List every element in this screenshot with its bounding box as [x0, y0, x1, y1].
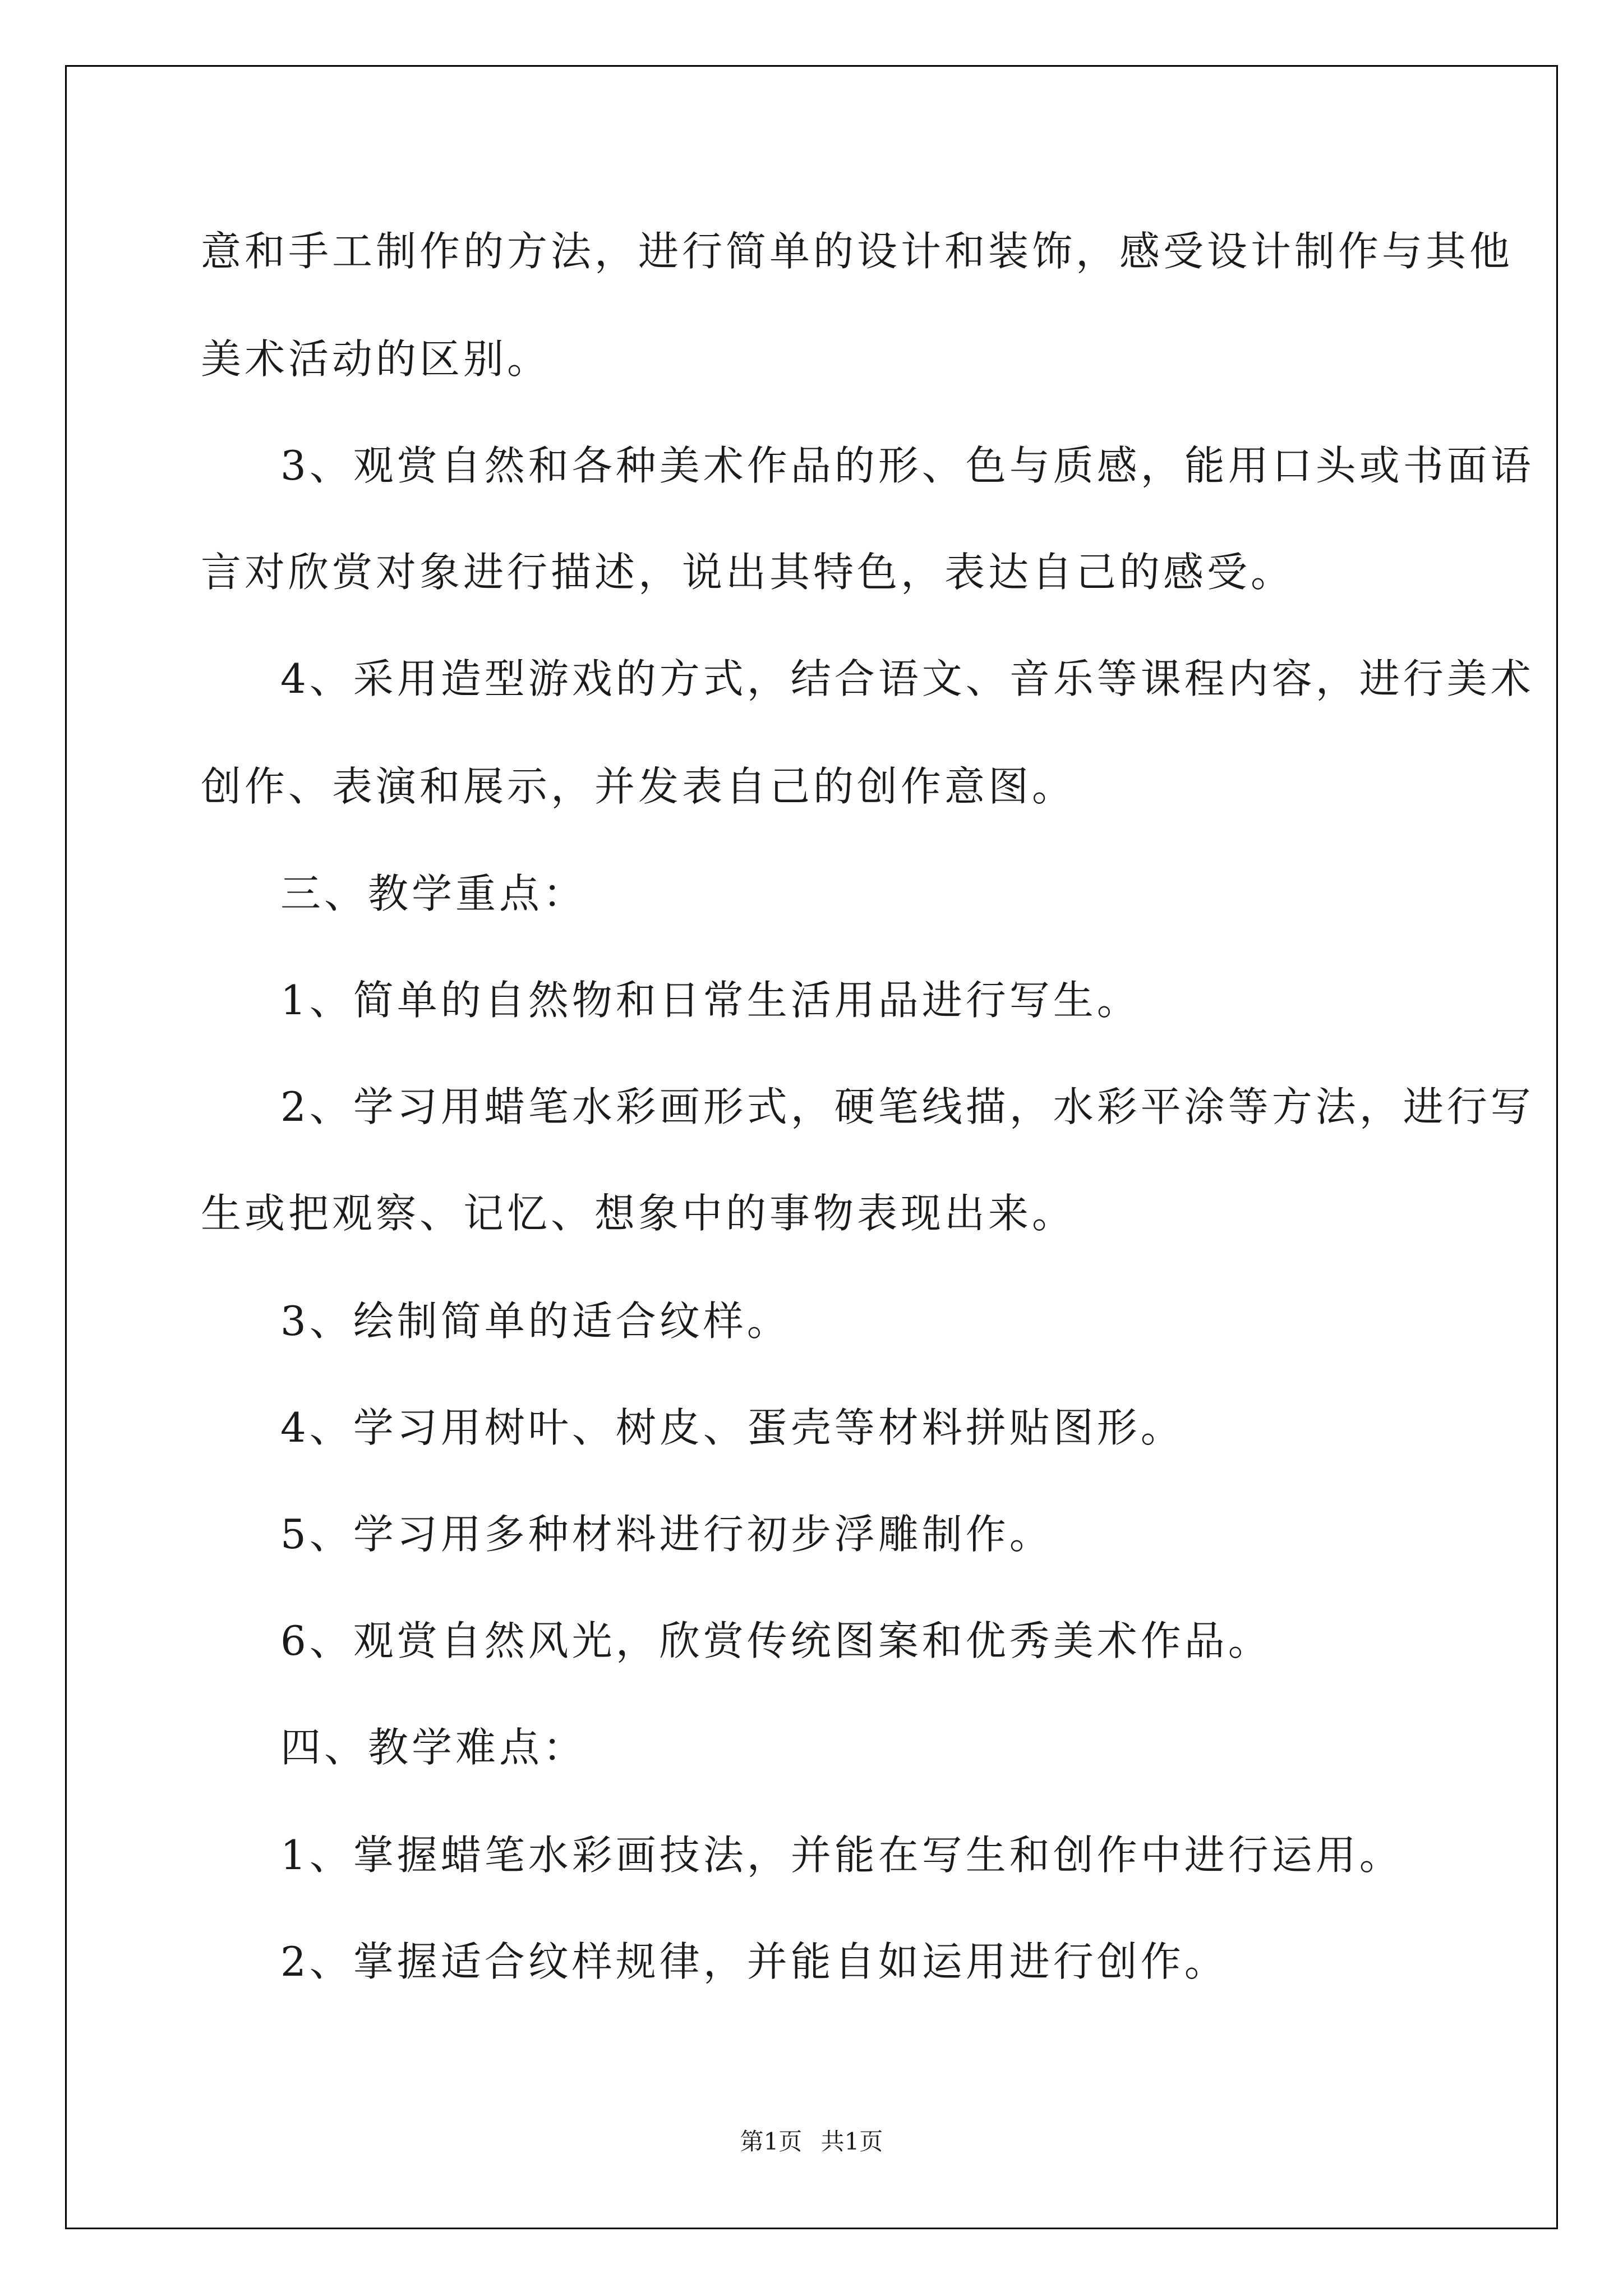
section-heading: 三、教学重点： [280, 870, 587, 917]
text-line: 2、学习用蜡笔水彩画形式，硬笔线描，水彩平涂等方法，进行写 [280, 1083, 1534, 1130]
text-line: 3、绘制简单的适合纹样。 [280, 1297, 791, 1345]
text-line: 4、学习用树叶、树皮、蛋壳等材料拼贴图形。 [280, 1404, 1184, 1451]
text-line: 2、掌握适合纹样规律，并能自如运用进行创作。 [280, 1938, 1228, 1985]
section-heading: 四、教学难点： [280, 1724, 587, 1771]
page-border [65, 65, 1558, 2229]
text-line: 1、简单的自然物和日常生活用品进行写生。 [280, 977, 1141, 1024]
text-line: 意和手工制作的方法，进行简单的设计和装饰，感受设计制作与其他 [201, 228, 1514, 275]
text-line: 6、观赏自然风光，欣赏传统图案和优秀美术作品。 [280, 1617, 1272, 1664]
text-line: 4、采用造型游戏的方式，结合语文、音乐等课程内容，进行美术 [280, 655, 1534, 702]
page-number-current: 第1页 [740, 2128, 803, 2155]
text-line: 创作、表演和展示，并发表自己的创作意图。 [201, 763, 1076, 810]
text-line: 生或把观察、记忆、想象中的事物表现出来。 [201, 1190, 1076, 1237]
page-footer [0, 2125, 1623, 2159]
text-line: 3、观赏自然和各种美术作品的形、色与质感，能用口头或书面语 [280, 442, 1534, 489]
text-line: 美术活动的区别。 [201, 335, 551, 383]
text-line: 1、掌握蜡笔水彩画技法，并能在写生和创作中进行运用。 [280, 1832, 1403, 1879]
text-line: 5、学习用多种材料进行初步浮雕制作。 [280, 1511, 1053, 1558]
text-line: 言对欣赏对象进行描述，说出其特色，表达自己的感受。 [201, 549, 1295, 596]
page-number-total: 共1页 [820, 2128, 883, 2155]
